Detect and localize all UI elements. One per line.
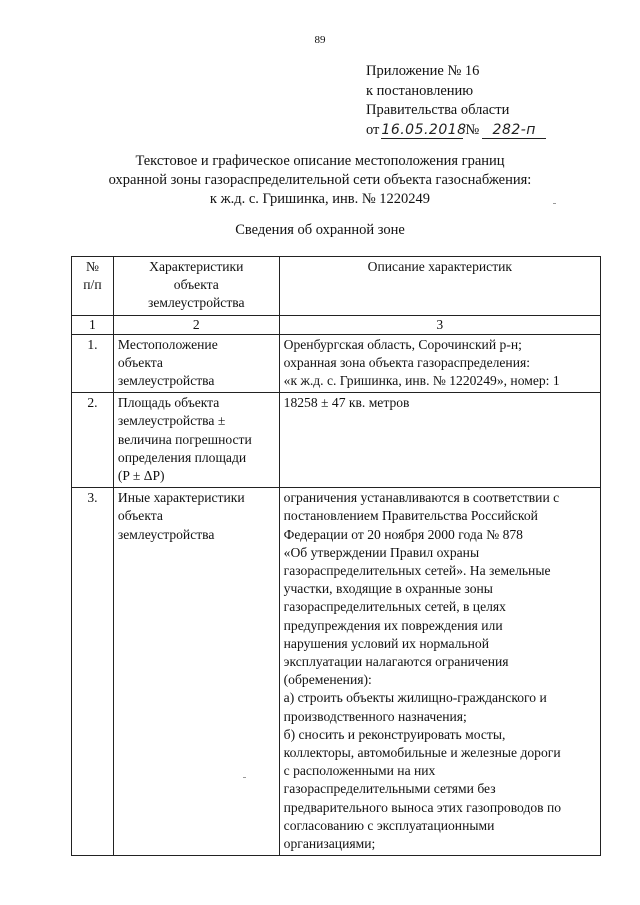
handwritten-number: 282-п: [482, 123, 546, 139]
title-line-2: охранной зоны газораспределительной сети объекта газоснабжения:: [108, 172, 532, 188]
row-characteristic: Местоположение объекта землеустройства: [113, 334, 279, 393]
section-subtitle: Сведения об охранной зоне: [235, 222, 405, 238]
document-title: [0, 152, 640, 209]
appendix-line-1: Приложение № 16: [366, 63, 480, 79]
appendix-from-label: от: [366, 121, 380, 138]
header-description: Описание характеристик: [279, 257, 600, 316]
scan-speck: [243, 777, 246, 778]
row-description: 18258 ± 47 кв. метров: [279, 393, 600, 488]
row-description: ограничения устанавливаются в соответствии с постановлением Правительства Российской Федерации от 20 ноября 2000 года № 878 «Об утверждении Правил охраны газораспределительных сетей». На земельные участки, входящие в охранные зоны газораспределительных сетей, в целях предупреждения их повреждения или нарушения условий их нормальной эксплуатации налагаются ограничения (обременения): а) строить объекты жилищно-гражданского и производственного назначения; б) сносить и реконструировать мосты, коллекторы, автомобильные и железные дороги с расположенными на них газораспределительными сетями без предварительного выноса этих газопроводов по согласованию с эксплуатационными организациями;: [279, 488, 600, 856]
appendix-block: [366, 62, 546, 140]
scan-speck: [553, 203, 556, 204]
appendix-line-3: Правительства области: [366, 102, 510, 118]
column-number: 2: [113, 315, 279, 334]
handwritten-date: 16.05.2018: [381, 121, 467, 138]
row-characteristic: Площадь объекта землеустройства ± величина погрешности определения площади (P ± ΔP): [113, 393, 279, 488]
table-row: [72, 488, 601, 856]
appendix-number-label: №: [465, 121, 480, 138]
title-line-1: Текстовое и графическое описание местоположения границ: [135, 153, 505, 169]
table-row: [72, 393, 601, 488]
column-number-row: [72, 315, 601, 334]
header-num: № п/п: [72, 257, 114, 316]
column-number: 1: [72, 315, 114, 334]
appendix-date-line: [366, 121, 546, 141]
column-number: 3: [279, 315, 600, 334]
row-number: 3.: [72, 488, 114, 856]
title-line-3: к ж.д. с. Гришинка, инв. № 1220249: [209, 191, 431, 207]
appendix-line-2: к постановлению: [366, 82, 474, 99]
table-header-row: [72, 257, 601, 316]
page-number: 89: [314, 34, 326, 46]
row-characteristic: Иные характеристики объекта землеустройства: [113, 488, 279, 856]
protection-zone-table: [71, 256, 601, 856]
row-description: Оренбургская область, Сорочинский р-н; охранная зона объекта газораспределения: «к ж.д. с. Гришинка, инв. № 1220249», номер: 1: [279, 334, 600, 393]
header-characteristics: Характеристики объекта землеустройства: [113, 257, 279, 316]
row-number: 2.: [72, 393, 114, 488]
table-row: [72, 334, 601, 393]
row-number: 1.: [72, 334, 114, 393]
